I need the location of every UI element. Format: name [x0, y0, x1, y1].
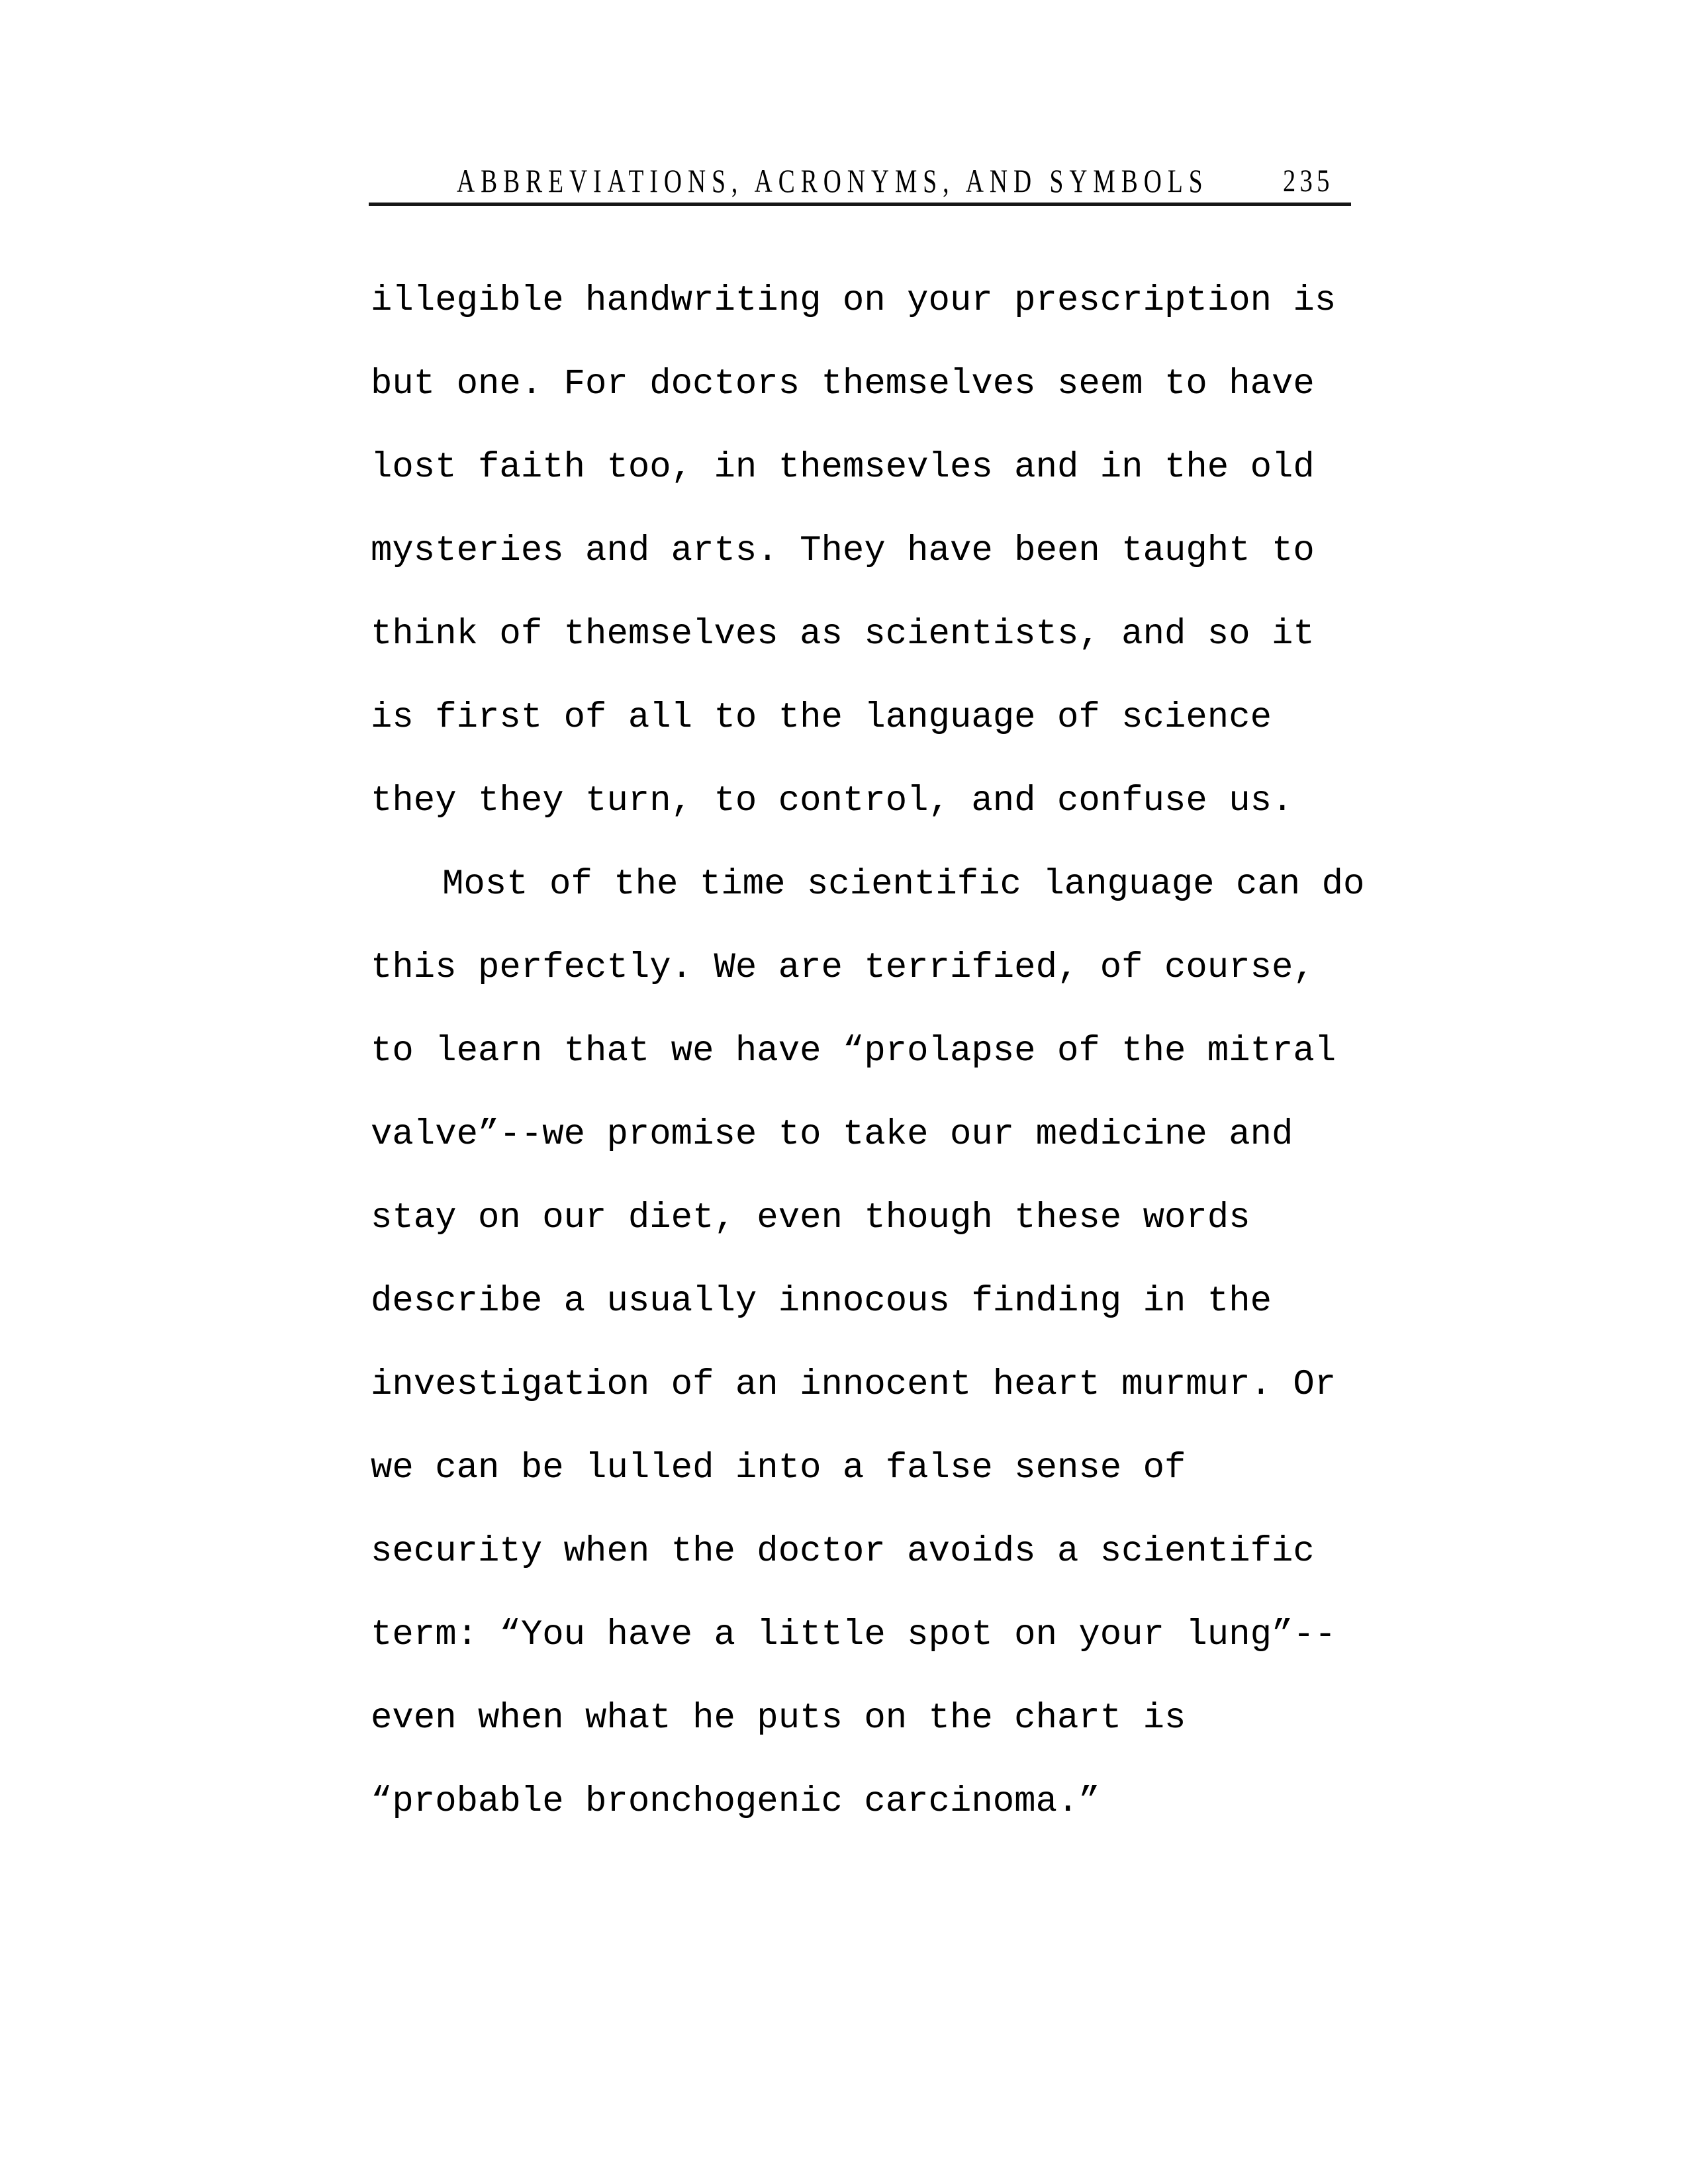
text-line: term: “You have a little spot on your lung”--	[371, 1615, 1336, 1655]
text-line: valve”--we promise to take our medicine and	[371, 1115, 1293, 1155]
text-line: mysteries and arts. They have been taught to	[371, 531, 1315, 571]
running-header-title: ABBREVIATIONS, ACRONYMS, AND SYMBOLS	[457, 162, 1209, 199]
text-line: this perfectly. We are terrified, of course,	[371, 948, 1315, 988]
text-line-paragraph-start: Most of the time scientific language can do	[442, 864, 1365, 905]
text-line: describe a usually innocous finding in the	[371, 1281, 1272, 1322]
text-line: but one. For doctors themselves seem to have	[371, 364, 1315, 404]
text-line: to learn that we have “prolapse of the mitral	[371, 1031, 1336, 1071]
body-text	[371, 259, 1403, 1844]
text-line: think of themselves as scientists, and so it	[371, 614, 1315, 655]
text-line: they they turn, to control, and confuse us.	[371, 781, 1293, 821]
text-line: we can be lulled into a false sense of	[371, 1448, 1186, 1488]
text-line: lost faith too, in themsevles and in the old	[371, 447, 1315, 488]
header-rule	[369, 203, 1351, 206]
text-line: is first of all to the language of science	[371, 698, 1272, 738]
text-line: investigation of an innocent heart murmur. Or	[371, 1365, 1336, 1405]
text-line: stay on our diet, even though these words	[371, 1198, 1250, 1238]
text-line: security when the doctor avoids a scientific	[371, 1531, 1315, 1572]
text-line: “probable bronchogenic carcinoma.”	[371, 1782, 1100, 1822]
text-line: even when what he puts on the chart is	[371, 1698, 1186, 1739]
text-line: illegible handwriting on your prescription is	[371, 281, 1336, 321]
page-number: 235	[1283, 163, 1334, 199]
